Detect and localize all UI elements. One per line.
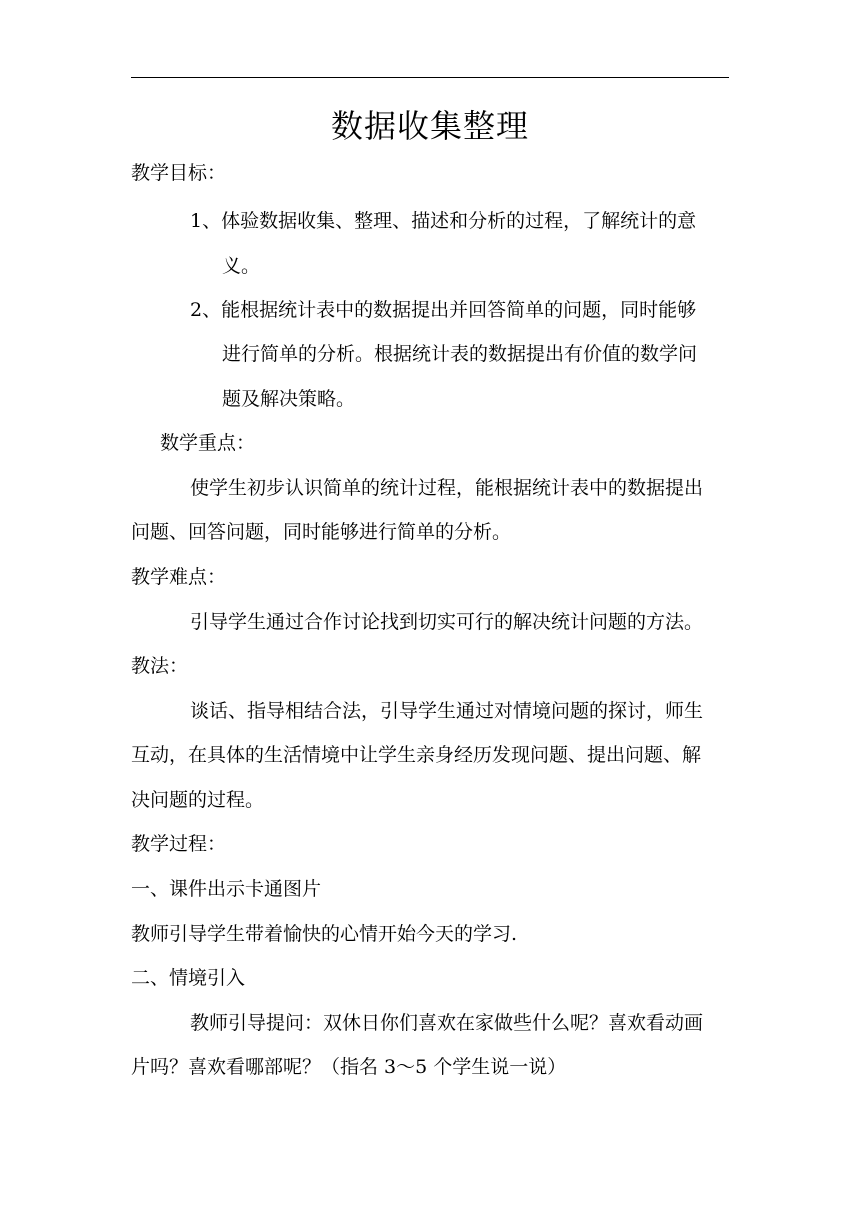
process-step-2-line-2: 片吗？喜欢看哪部呢？（指名 3～5 个学生说一说） xyxy=(131,1056,567,1078)
heading-key-points: 数学重点： xyxy=(160,432,256,454)
heading-teaching-goals: 教学目标： xyxy=(131,162,227,184)
goal-1-line-2: 义。 xyxy=(222,255,261,277)
process-step-2-line-1: 教师引导提问：双休日你们喜欢在家做些什么呢？喜欢看动画 xyxy=(190,1012,704,1034)
goal-1-line-1: 1、体验数据收集、整理、描述和分析的过程，了解统计的意 xyxy=(190,210,697,232)
method-line-1: 谈话、指导相结合法，引导学生通过对情境问题的探讨，师生 xyxy=(190,700,704,722)
header-rule xyxy=(131,77,729,78)
goal-2-line-2: 进行简单的分析。根据统计表的数据提出有价值的数学问 xyxy=(222,343,698,365)
goal-2-line-3: 题及解决策略。 xyxy=(222,388,356,410)
method-line-2: 互动，在具体的生活情境中让学生亲身经历发现问题、提出问题、解 xyxy=(131,744,702,766)
heading-method: 教法： xyxy=(131,655,189,677)
method-line-3: 决问题的过程。 xyxy=(131,789,265,811)
key-points-line-2: 问题、回答问题，同时能够进行简单的分析。 xyxy=(131,521,512,543)
goal-2-line-1: 2、能根据统计表中的数据提出并回答简单的问题，同时能够 xyxy=(190,299,697,321)
heading-difficult-points: 教学难点： xyxy=(131,566,227,588)
process-step-1-text: 教师引导学生带着愉快的心情开始今天的学习. xyxy=(131,923,518,945)
key-points-line-1: 使学生初步认识简单的统计过程，能根据统计表中的数据提出 xyxy=(190,477,704,499)
document-title: 数据收集整理 xyxy=(330,107,529,145)
process-step-2-heading: 二、情境引入 xyxy=(131,967,246,989)
difficult-points-line-1: 引导学生通过合作讨论找到切实可行的解决统计问题的方法。 xyxy=(190,611,704,633)
process-step-1-heading: 一、课件出示卡通图片 xyxy=(131,878,322,900)
heading-process: 教学过程： xyxy=(131,833,227,855)
